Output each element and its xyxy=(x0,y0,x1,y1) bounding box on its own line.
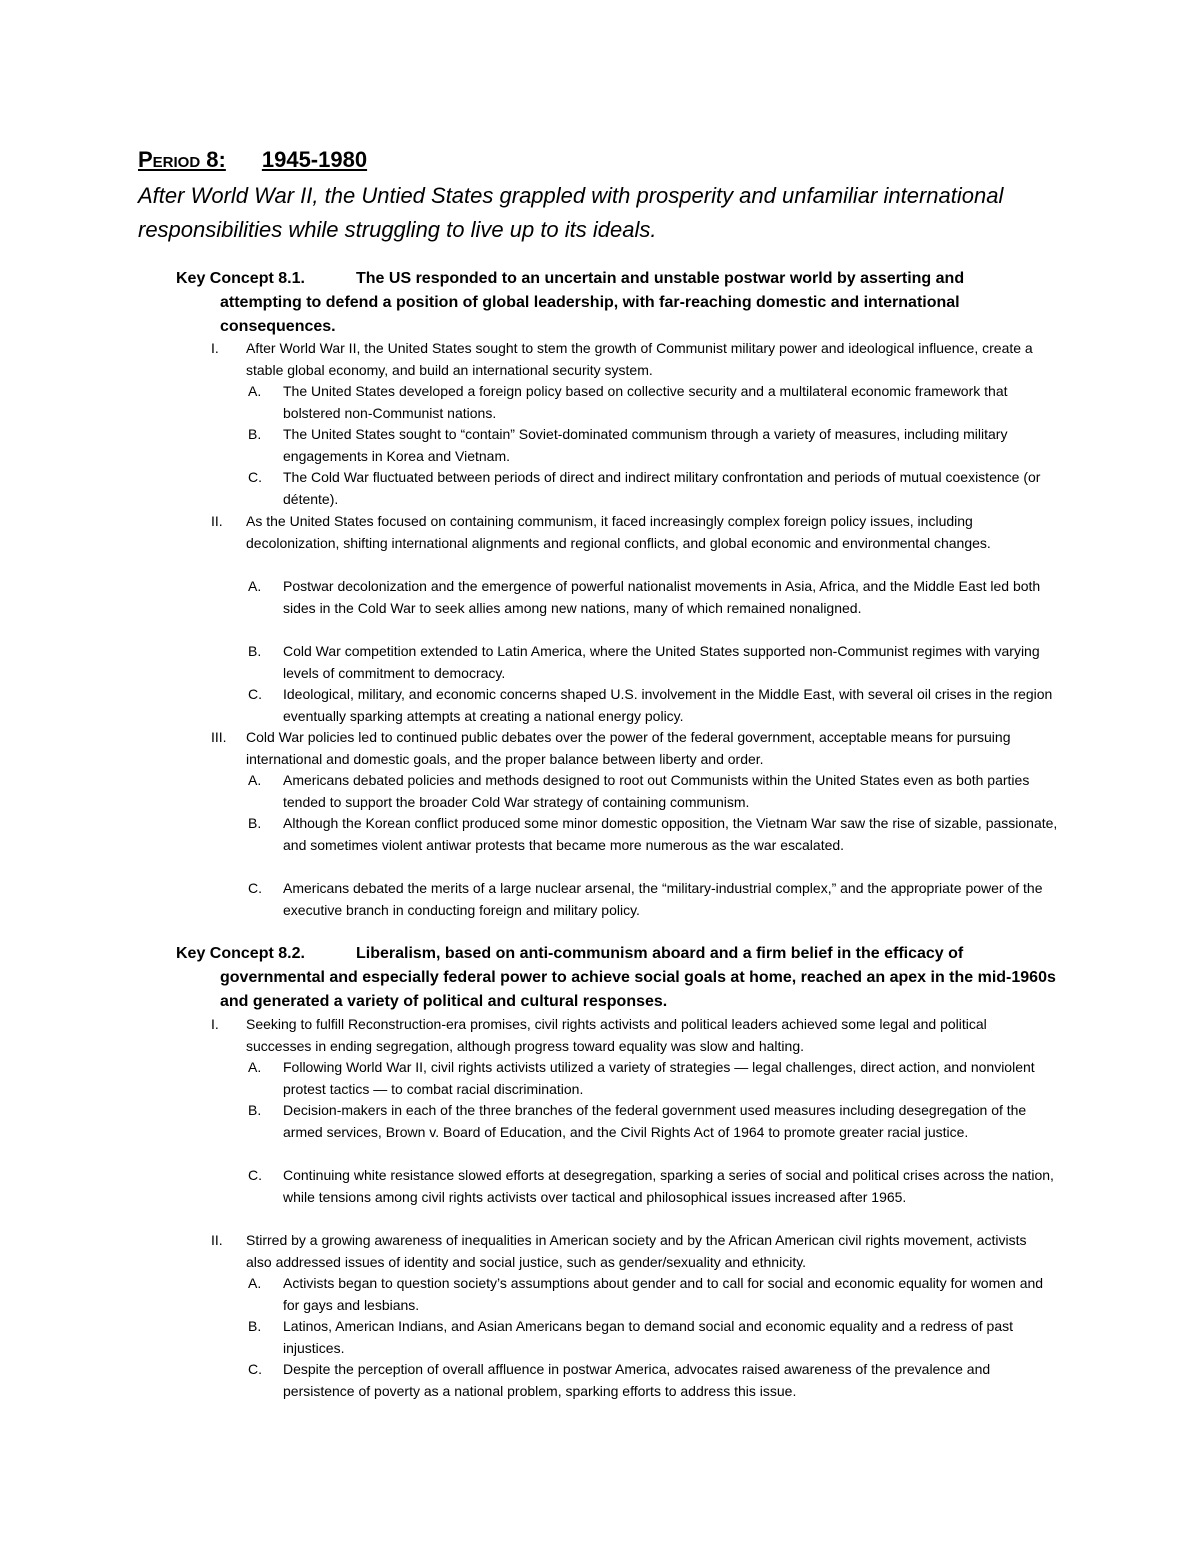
outline-subitem-b xyxy=(248,813,1078,856)
letter-marker: B. xyxy=(248,1102,262,1118)
period-subtitle: After World War II, the Untied States grappled with prosperity and unfamiliar international responsibilities while struggling to live up to its ideals. xyxy=(138,183,1004,242)
outline-subitem-text: The United States sought to “contain” Soviet-dominated communism through a variety of measures, including military engagements in Korea and Vietnam. xyxy=(283,426,1008,464)
outline-subitem-a xyxy=(248,770,1078,813)
outline-item-text: Seeking to fulfill Reconstruction-era promises, civil rights activists and political leaders achieved some legal and political successes in ending segregation, although progress toward equality was slow and halting. xyxy=(246,1016,987,1054)
outline-subitem-c xyxy=(248,878,1078,921)
outline-subitem-c xyxy=(248,684,1078,727)
key-concept-label: Key Concept 8.2. xyxy=(176,945,305,962)
outline-subitem-text: Ideological, military, and economic concerns shaped U.S. involvement in the Middle East, with several oil crises in the region eventually sparking attempts at creating a national energy policy. xyxy=(283,686,1053,724)
outline-subitem-b xyxy=(248,424,1078,467)
outline-subitem-text: Following World War II, civil rights activists utilized a variety of strategies — legal challenges, direct action, and nonviolent protest tactics — to combat racial discrimination. xyxy=(283,1059,1035,1097)
outline-item-ii xyxy=(211,1230,1071,1273)
letter-marker: C. xyxy=(248,469,262,485)
period-years: 1945-1980 xyxy=(261,147,368,172)
outline-subitem-b xyxy=(248,1316,1078,1359)
letter-marker: B. xyxy=(248,815,262,831)
key-concept-8-1-heading xyxy=(176,267,1056,339)
key-concept-first-line: The US responded to an uncertain and unstable postwar world by asserting and xyxy=(356,270,965,287)
roman-numeral: I. xyxy=(211,1016,219,1032)
letter-marker: A. xyxy=(248,772,262,788)
period-label: Period 8: xyxy=(138,147,226,172)
outline-subitem-text: Decision-makers in each of the three branches of the federal government used measures including desegregation of the armed services, Brown v. Board of Education, and the Civil Rights Act of 1964 to promote greater racial justice. xyxy=(283,1102,1027,1140)
outline-subitem-text: Postwar decolonization and the emergence of powerful nationalist movements in Asia, Africa, and the Middle East led both sides in the Cold War to seek allies among new nations, many of which remained nonaligned. xyxy=(283,578,1041,616)
outline-item-ii xyxy=(211,511,1071,554)
outline-subitem-text: Americans debated the merits of a large nuclear arsenal, the “military-industrial complex,” and the appropriate power of the executive branch in conducting foreign and military policy. xyxy=(283,880,1043,918)
letter-marker: A. xyxy=(248,1059,262,1075)
letter-marker: A. xyxy=(248,578,262,594)
key-concept-continuation: attempting to defend a position of global leadership, with far-reaching domestic and international consequences. xyxy=(220,294,960,335)
outline-subitem-a xyxy=(248,1273,1078,1316)
roman-numeral: II. xyxy=(211,513,223,529)
outline-subitem-text: The Cold War fluctuated between periods of direct and indirect military confrontation and periods of mutual coexistence (or détente). xyxy=(283,469,1041,507)
outline-subitem-text: Cold War competition extended to Latin America, where the United States supported non-Communist regimes with varying levels of commitment to democracy. xyxy=(283,643,1040,681)
outline-subitem-a xyxy=(248,381,1078,424)
period-heading xyxy=(138,146,367,174)
letter-marker: A. xyxy=(248,383,262,399)
outline-subitem-b xyxy=(248,641,1078,684)
outline-item-text: After World War II, the United States sought to stem the growth of Communist military power and ideological influence, create a stable global economy, and build an international security system. xyxy=(246,340,1033,378)
outline-subitem-c xyxy=(248,467,1078,510)
roman-numeral: II. xyxy=(211,1232,223,1248)
outline-subitem-text: Americans debated policies and methods designed to root out Communists within the United States even as both parties tended to support the broader Cold War strategy of containing communism. xyxy=(283,772,1030,810)
letter-marker: C. xyxy=(248,1361,262,1377)
outline-subitem-text: Activists began to question society’s assumptions about gender and to call for social and economic equality for women and for gays and lesbians. xyxy=(283,1275,1044,1313)
outline-subitem-text: Despite the perception of overall affluence in postwar America, advocates raised awareness of the prevalence and persistence of poverty as a national problem, sparking efforts to address this issue. xyxy=(283,1361,991,1399)
outline-subitem-a xyxy=(248,576,1078,619)
outline-item-i xyxy=(211,338,1071,381)
key-concept-label: Key Concept 8.1. xyxy=(176,270,305,287)
roman-numeral: III. xyxy=(211,729,227,745)
outline-subitem-text: Latinos, American Indians, and Asian Americans began to demand social and economic equality and a redress of past injustices. xyxy=(283,1318,1014,1356)
outline-subitem-b xyxy=(248,1100,1078,1143)
outline-subitem-c xyxy=(248,1359,1078,1402)
outline-subitem-a xyxy=(248,1057,1078,1100)
key-concept-8-2-heading xyxy=(176,942,1056,1014)
outline-subitem-text: The United States developed a foreign policy based on collective security and a multilateral economic framework that bolstered non-Communist nations. xyxy=(283,383,1008,421)
key-concept-continuation: governmental and especially federal power to achieve social goals at home, reached an apex in the mid-1960s and generated a variety of political and cultural responses. xyxy=(220,969,1056,1010)
outline-item-text: Stirred by a growing awareness of inequalities in American society and by the African American civil rights movement, activists also addressed issues of identity and social justice, such as gender/sexuality and ethnicity. xyxy=(246,1232,1027,1270)
outline-subitem-text: Although the Korean conflict produced some minor domestic opposition, the Vietnam War saw the rise of sizable, passionate, and sometimes violent antiwar protests that became more numerous as the war escalated. xyxy=(283,815,1058,853)
outline-item-text: Cold War policies led to continued public debates over the power of the federal government, acceptable means for pursuing international and domestic goals, and the proper balance between liberty and order. xyxy=(246,729,1011,767)
key-concept-first-line: Liberalism, based on anti-communism aboard and a firm belief in the efficacy of xyxy=(356,945,964,962)
letter-marker: C. xyxy=(248,686,262,702)
letter-marker: C. xyxy=(248,880,262,896)
outline-item-iii xyxy=(211,727,1071,770)
outline-item-text: As the United States focused on containing communism, it faced increasingly complex foreign policy issues, including decolonization, shifting international alignments and regional conflicts, and global economic and environmental changes. xyxy=(246,513,991,551)
roman-numeral: I. xyxy=(211,340,219,356)
letter-marker: A. xyxy=(248,1275,262,1291)
letter-marker: B. xyxy=(248,1318,262,1334)
letter-marker: B. xyxy=(248,426,262,442)
outline-subitem-text: Continuing white resistance slowed efforts at desegregation, sparking a series of social and political crises across the nation, while tensions among civil rights activists over tactical and philosophical issues increased after 1965. xyxy=(283,1167,1054,1205)
outline-subitem-c xyxy=(248,1165,1078,1208)
letter-marker: B. xyxy=(248,643,262,659)
outline-item-i xyxy=(211,1014,1071,1057)
letter-marker: C. xyxy=(248,1167,262,1183)
